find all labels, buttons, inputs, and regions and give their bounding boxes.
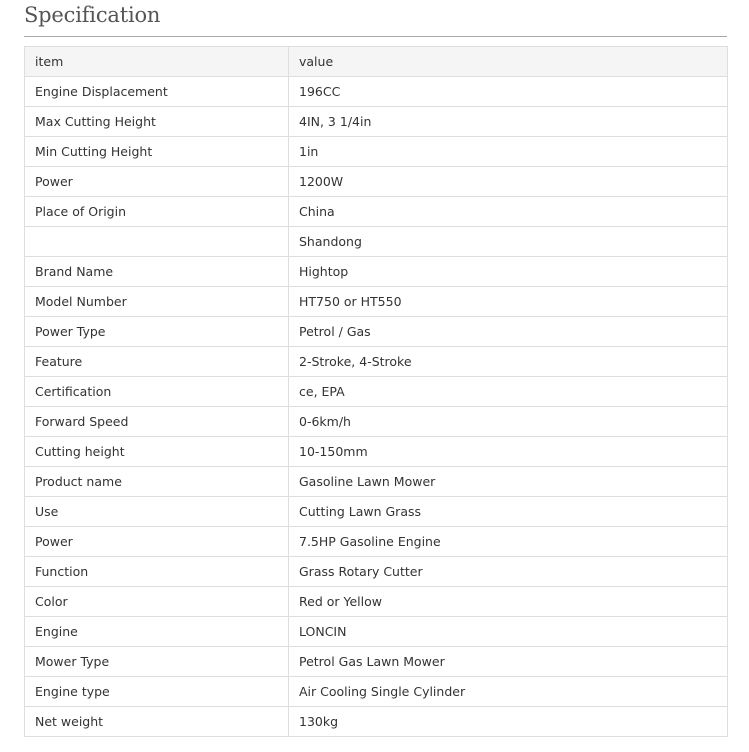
table-row (25, 407, 728, 437)
value-cell: 196CC (289, 77, 728, 107)
item-cell: Forward Speed (25, 407, 289, 437)
item-cell: Feature (25, 347, 289, 377)
table-row (25, 257, 728, 287)
value-cell: Grass Rotary Cutter (289, 557, 728, 587)
table-row (25, 317, 728, 347)
item-cell: Cutting height (25, 437, 289, 467)
table-row (25, 467, 728, 497)
value-cell: Hightop (289, 257, 728, 287)
table-row (25, 647, 728, 677)
item-cell: Brand Name (25, 257, 289, 287)
table-row (25, 167, 728, 197)
value-cell: 4IN, 3 1/4in (289, 107, 728, 137)
value-cell: 7.5HP Gasoline Engine (289, 527, 728, 557)
value-cell: Air Cooling Single Cylinder (289, 677, 728, 707)
item-cell: Certification (25, 377, 289, 407)
value-cell: HT750 or HT550 (289, 287, 728, 317)
table-row (25, 497, 728, 527)
item-cell: Engine (25, 617, 289, 647)
item-cell: Function (25, 557, 289, 587)
value-cell: 1200W (289, 167, 728, 197)
table-row (25, 107, 728, 137)
table-row (25, 287, 728, 317)
table-row (25, 437, 728, 467)
table-row (25, 197, 728, 227)
table-row (25, 677, 728, 707)
value-cell: Red or Yellow (289, 587, 728, 617)
table-row (25, 137, 728, 167)
table-row (25, 707, 728, 737)
value-cell: Gasoline Lawn Mower (289, 467, 728, 497)
value-cell: 0-6km/h (289, 407, 728, 437)
table-row (25, 527, 728, 557)
title-divider (24, 36, 727, 37)
item-cell: Power (25, 527, 289, 557)
header-value: value (289, 47, 728, 77)
section-title: Specification (24, 3, 161, 27)
value-cell: China (289, 197, 728, 227)
value-cell: 130kg (289, 707, 728, 737)
item-cell: Engine Displacement (25, 77, 289, 107)
table-row (25, 227, 728, 257)
item-cell: Model Number (25, 287, 289, 317)
value-cell: LONCIN (289, 617, 728, 647)
table-row (25, 557, 728, 587)
item-cell: Mower Type (25, 647, 289, 677)
item-cell: Net weight (25, 707, 289, 737)
item-cell: Product name (25, 467, 289, 497)
item-cell: Color (25, 587, 289, 617)
item-cell: Min Cutting Height (25, 137, 289, 167)
value-cell: Cutting Lawn Grass (289, 497, 728, 527)
value-cell: Petrol Gas Lawn Mower (289, 647, 728, 677)
table-body (25, 77, 728, 737)
item-cell: Power Type (25, 317, 289, 347)
specification-table (24, 46, 728, 737)
value-cell: 1in (289, 137, 728, 167)
table-row (25, 587, 728, 617)
value-cell: Shandong (289, 227, 728, 257)
table-header-row (25, 47, 728, 77)
item-cell: Max Cutting Height (25, 107, 289, 137)
table-row (25, 617, 728, 647)
table-row (25, 347, 728, 377)
value-cell: 2-Stroke, 4-Stroke (289, 347, 728, 377)
table-row (25, 377, 728, 407)
item-cell: Engine type (25, 677, 289, 707)
table-row (25, 77, 728, 107)
item-cell: Place of Origin (25, 197, 289, 227)
value-cell: 10-150mm (289, 437, 728, 467)
item-cell (25, 227, 289, 257)
item-cell: Power (25, 167, 289, 197)
value-cell: ce, EPA (289, 377, 728, 407)
item-cell: Use (25, 497, 289, 527)
header-item: item (25, 47, 289, 77)
value-cell: Petrol / Gas (289, 317, 728, 347)
